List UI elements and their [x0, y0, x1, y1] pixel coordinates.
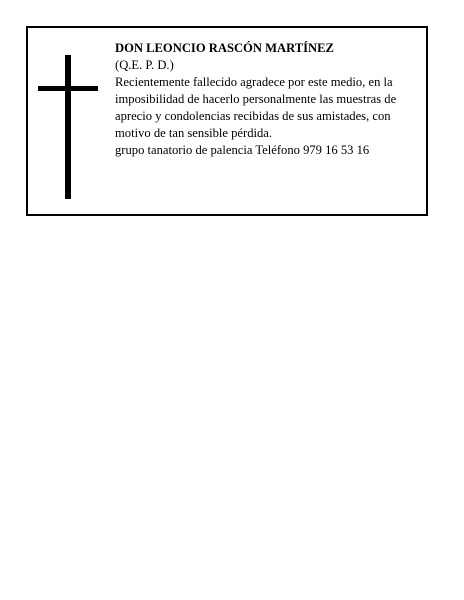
- cross-vertical-bar: [65, 55, 71, 199]
- obituary-notice: [26, 26, 428, 216]
- funeral-home-contact: grupo tanatorio de palencia Teléfono 979 16 53 16: [115, 143, 370, 157]
- acknowledgement-message: Recientemente fallecido agradece por este medio, en la imposibilidad de hacerlo personalmente las muestras de aprecio y condolencias recibidas de sus amistades, con motivo de tan sensible pérdida.: [115, 75, 397, 140]
- deceased-name: DON LEONCIO RASCÓN MARTÍNEZ: [115, 41, 334, 55]
- cross-horizontal-bar: [38, 86, 98, 91]
- latin-cross-icon: [38, 55, 98, 199]
- notice-text: [115, 40, 421, 159]
- qepd-label: (Q.E. P. D.): [115, 58, 174, 72]
